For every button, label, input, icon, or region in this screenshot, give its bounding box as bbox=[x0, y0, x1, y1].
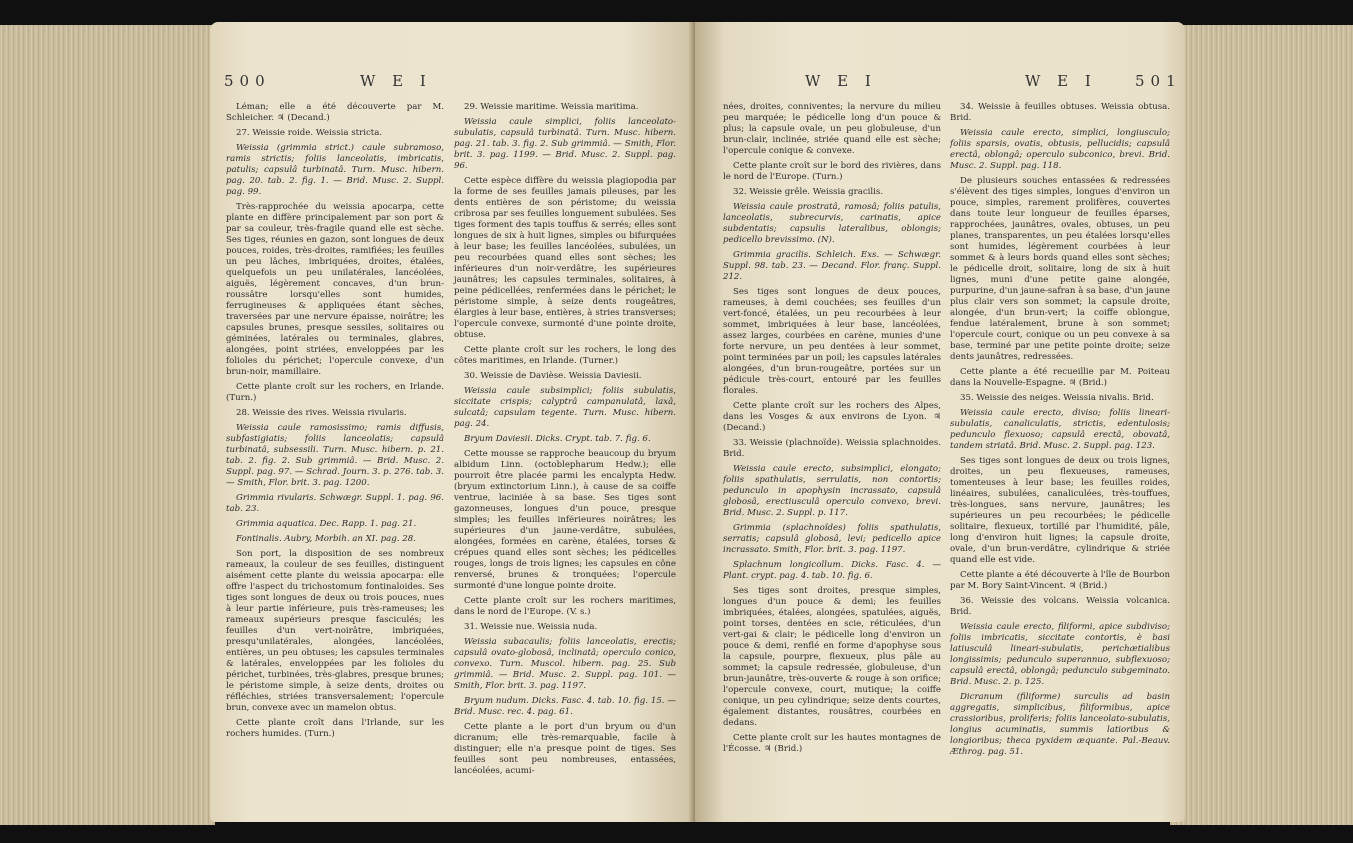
right-column-a bbox=[723, 102, 941, 759]
text-paragraph: Grimmia (splachnoïdes) foliis spathulatis, serratis; capsulâ globosâ, levi; pedicello apice incrassato. Smith, Flor. brit. 3. pag. 1197. bbox=[723, 523, 941, 555]
text-paragraph: De plusieurs souches entassées & redressées s'élèvent des tiges simples, longues d'environ un pouce, simples, rarement prolifères, couvertes dans toute leur longueur de feuilles éparses, rapprochées, jaunâtres, ovales, obtuses, un peu planes, transparentes, un peu étalées lorsqu'elles sont humides, légèrement courbées à leur sommet & à leurs bords quand elles sont sèches; le pédicelle droit, solitaire, long de six à huit lignes, muni d'une petite gaine alongée, purpurine, d'un jaune-safran à sa base, d'un jaune plus clair vers son sommet; la capsule droite, alongée, d'un brun-vert; la coiffe oblongue, fendue latéralement, brune à son sommet; l'opercule court, conique ou un peu convexe à sa base, terminé par une petite pointe droite; seize dents jaunâtres, redressées. bbox=[950, 176, 1170, 362]
right-column-b bbox=[950, 102, 1170, 762]
text-paragraph: Cette plante a été découverte à l'île de Bourbon par M. Bory Saint-Vincent. ♃ (Brid.) bbox=[950, 570, 1170, 591]
species-heading: 35. Weissie des neiges. Weissia nivalis. Brid. bbox=[960, 393, 1154, 403]
text-paragraph: Weissia caule subsimplici; foliis subulatis, siccitate crispis; calyptrâ campanulatâ, laxâ, sulcatâ; capsulam tegente. Turn. Musc. hibern. pag. 24. bbox=[454, 386, 676, 429]
text-paragraph: Weissia subacaulis; foliis lanceolatis, erectis; capsulâ ovato-globosâ, inclinatâ; operculo conico, convexo. Turn. Muscol. hibern. pag. 25. Sub grimmiâ. — Brid. Musc. 2. Suppl. pag. 101. — Smith, Flor. brit. 3. pag. 1197. bbox=[454, 637, 676, 691]
species-heading: 34. Weissie à feuilles obtuses. Weissia obtusa. Brid. bbox=[950, 102, 1170, 123]
text-paragraph: Dicranum (filiforme) surculis ad basin aggregatis, simplicibus, filiformibus, apice crassioribus, proliferis; foliis lanceolato-subulatis, longius acuminatis, summis latioribus & longioribus; theca pyxidem æquante. Pal.-Beauv. Æthrog. pag. 51. bbox=[950, 692, 1170, 757]
text-paragraph: Weissia caule erecto, diviso; foliis lineari-subulatis, canaliculatis, strictis, edentulosis; pedunculo flexuoso; capsulâ erectâ, obovatâ, tandem striatâ. Brid. Musc. 2. Suppl. pag. 123. bbox=[950, 408, 1170, 451]
text-paragraph: Weissia caule prostratâ, ramosâ; foliis patulis, lanceolatis, subrecurvis, carinatis, apice subdentatis; capsulis lateralibus, oblongis; pedicello brevissimo. (N). bbox=[723, 202, 941, 245]
text-paragraph: Léman; elle a été découverte par M. Schleicher. ♃ (Decand.) bbox=[226, 102, 444, 123]
right-page bbox=[695, 22, 1185, 822]
text-paragraph: Bryum nudum. Dicks. Fasc. 4. tab. 10. fig. 15. — Brid. Musc. rec. 4. pag. 61. bbox=[454, 696, 676, 717]
text-paragraph: Ses tiges sont droites, presque simples, longues d'un pouce & demi; les feuilles imbriquées, étalées, alongées, spatulées, aiguës, point torses, dentées en scie, réticulées, d'un vert-gai & clair; le pédicelle long d'environ un pouce & demi, renflé en forme d'apophyse sous la capsule, pourpre, flexueux, plus pâle au sommet; la capsule redressée, globuleuse, d'un brun-jaunâtre, très-ouverte & rouge à son orifice; l'opercule convexe, court, mutique; la coiffe conique, un peu cylindrique; seize dents courtes, également distantes, rousâtres, courbées en dedans. bbox=[723, 586, 941, 728]
page-number-left: 500 bbox=[224, 72, 271, 90]
page-number-right: 501 bbox=[1135, 72, 1182, 90]
text-paragraph: Weissia (grimmia strict.) caule subramoso, ramis strictis; foliis lanceolatis, imbricatis, patulis; capsulâ turbinatâ. Turn. Musc. hibern. pag. 20. tab. 2. fig. 1. — Brid. Musc. 2. Suppl. pag. 99. bbox=[226, 143, 444, 197]
text-paragraph: Cette plante croît sur les rochers, le long des côtes maritimes, en Irlande. (Turner.) bbox=[454, 345, 676, 366]
text-paragraph: Weissia caule erecto, filiformi, apice subdiviso; foliis imbricatis, siccitate contortis, è basi latiusculâ lineari-subulatis, perichætialibus longissimis; pedunculo superannuo, subflexuoso; capsulâ erectâ, oblongâ; pedunculo subgeminato. Brid. Musc. 2. p. 125. bbox=[950, 622, 1170, 687]
text-paragraph: Très-rapprochée du weissia apocarpa, cette plante en diffère principalement par son port & par sa couleur, très-fragile quand elle est sèche. Ses tiges, réunies en gazon, sont longues de deux pouces, roides, très-droites, ramifiées; les feuilles un peu lâches, imbriquées, droites, étalées, quelquefois un peu unilatérales, lancéolées, aiguës, légèrement concaves, d'un brun-roussâtre lorsqu'elles sont humides, ferrugineuses & appliquées étant sèches, traversées par une nervure épaisse, noirâtre; les capsules brunes, presque sessiles, solitaires ou géminées, latérales ou terminales, glabres, alongées, point striées, enveloppées par les folioles du périchet; l'opercule convexe, d'un brun-noir, mamillaire. bbox=[226, 202, 444, 377]
page-stack-left bbox=[0, 25, 215, 825]
species-heading: 31. Weissie nue. Weissia nuda. bbox=[464, 622, 598, 632]
species-heading: 28. Weissie des rives. Weissia rivularis. bbox=[236, 408, 407, 418]
text-paragraph: Splachnum longicollum. Dicks. Fasc. 4. — Plant. crypt. pag. 4. tab. 10. fig. 6. bbox=[723, 560, 941, 581]
species-heading: 29. Weissie maritime. Weissia maritima. bbox=[464, 102, 639, 112]
text-paragraph: Son port, la disposition de ses nombreux rameaux, la couleur de ses feuilles, distinguent aisément cette plante du weissia apocarpa: elle offre l'aspect du trichostomum fontinaloides. Ses tiges sont longues de deux ou trois pouces, nues à leur partie inférieure, puis très-rameuses; les rameaux supérieurs presque fasciculés; les feuilles d'un vert-noirâtre, imbriquées, presqu'unilatérales, alongées, lancéolées, entières, un peu obtuses; les capsules terminales & latérales, enveloppées par les folioles du périchet, turbinées, très-glabres, presque brunes; le péristome simple, à seize dents, droites ou réfléchies, striées transversalement; l'opercule brun, convexe avec un mamelon obtus. bbox=[226, 549, 444, 713]
left-column-b bbox=[454, 102, 676, 781]
text-paragraph: Weissia caule erecto, simplici, longiusculo; foliis sparsis, ovatis, obtusis, pellucidis; capsulâ erectâ, oblongâ; operculo subconico, brevi. Brid. Musc. 2. Suppl. pag. 118. bbox=[950, 128, 1170, 171]
text-paragraph: Bryum Daviesii. Dicks. Crypt. tab. 7. fig. 6. bbox=[464, 434, 651, 444]
text-paragraph: Cette espèce diffère du weissia plagiopodia par la forme de ses feuilles jamais pileuses, par les dents entières de son péristome; du weissia cribrosa par ses feuilles longuement subulées. Ses tiges forment des tapis touffus & serrés; elles sont longues de six à huit lignes, simples ou bifurquées à leur base; les feuilles lancéolées, subulées, un peu recourbées quand elles sont sèches; les inférieures d'un noir-verdâtre, les supérieures jaunâtres; les capsules terminales, solitaires, à peine pédicellées, renfermées dans le périchet; le péristome simple, à seize dents rougeâtres, élargies à leur base, entières, à stries transverses; l'opercule convexe, surmonté d'une pointe droite, obtuse. bbox=[454, 176, 676, 340]
species-heading: 32. Weissie grêle. Weissia gracilis. bbox=[733, 187, 884, 197]
text-paragraph: Weissia caule simplici, foliis lanceolato-subulatis, capsulâ turbinatâ. Turn. Musc. hibern. pag. 21. tab. 3. fig. 2. Sub grimmiâ. — Smith, Flor. brit. 3. pag. 1199. — Brid. Musc. 2. Suppl. pag. 96. bbox=[454, 117, 676, 171]
text-paragraph: Ses tiges sont longues de deux pouces, rameuses, à demi couchées; ses feuilles d'un vert-foncé, étalées, un peu recourbées à leur sommet, imbriquées à leur base, lancéolées, assez larges, courbées en carène, munies d'une forte nervure, un peu dentées à leur sommet, point terminées par un poil; les capsules latérales alongées, d'un brun-rougeâtre, portées sur un pédicule très-court, entouré par les feuilles florales. bbox=[723, 287, 941, 396]
text-paragraph: Fontinalis. Aubry, Morbih. an XI. pag. 28. bbox=[236, 534, 416, 544]
text-paragraph: Grimmia aquatica. Dec. Rapp. 1. pag. 21. bbox=[236, 519, 417, 529]
text-paragraph: Weissia caule erecto, subsimplici, elongato; foliis spathulatis, serrulatis, non contortis; pedunculo in apophysin incrassato, capsulâ globosâ, erectiusculâ operculo convexo, brevi. Brid. Musc. 2. Suppl. p. 117. bbox=[723, 464, 941, 518]
text-paragraph: Ses tiges sont longues de deux ou trois lignes, droites, un peu flexueuses, rameuses, tomenteuses à leur base; les feuilles roides, linéaires, subulées, canaliculées, très-touffues, très-longues, sans nervure, jaunâtres; les supérieures un peu recourbées; le pédicelle solitaire, flexueux, tortillé par l'humidité, pâle, long d'environ huit lignes; la capsule droite, ovale, d'un brun-verdâtre, cylindrique & striée quand elle est vide. bbox=[950, 456, 1170, 565]
running-head-right: W E I bbox=[805, 72, 877, 90]
species-heading: 30. Weissie de Davièse. Weissia Daviesii. bbox=[464, 371, 642, 381]
text-paragraph: Weissia caule ramosissimo; ramis diffusis, subfastigiatis; foliis lanceolatis; capsulâ turbinatâ, subsessili. Turn. Musc. hibern. p. 21. tab. 2. fig. 2. Sub grimmiâ. — Brid. Musc. 2. Suppl. pag. 97. — Schrad. Journ. 3. p. 276. tab. 3. — Smith, Flor. brit. 3. pag. 1200. bbox=[226, 423, 444, 488]
page-stack-right bbox=[1170, 25, 1353, 825]
running-head-left: W E I bbox=[360, 72, 432, 90]
text-paragraph: nées, droites, conniventes; la nervure du milieu peu marquée; le pédicelle long d'un pouce & plus; la capsule ovale, un peu globuleuse, d'un brun-clair, inclinée, striée quand elle est sèche; l'opercule conique & convexe. bbox=[723, 102, 941, 156]
text-paragraph: Cette mousse se rapproche beaucoup du bryum albidum Linn. (octoblepharum Hedw.); elle pourroit être placée parmi les encalypta Hedw. (bryum extinctorium Linn.), à cause de sa coiffe ventrue, laciniée à sa base. Ses tiges sont gazonneuses, longues d'un pouce, presque simples; les feuilles inférieures noirâtres; les supérieures d'un jaune-verdâtre, subulées, alongées, formées en carène, étalées, torses & crépues quand elles sont sèches; les pédicelles rouges, longs de trois lignes; les capsules en cône renversé, brunes & tronquées; l'opercule surmonté d'une longue pointe droite. bbox=[454, 449, 676, 591]
text-paragraph: Cette plante croît sur le bord des rivières, dans le nord de l'Europe. (Turn.) bbox=[723, 161, 941, 182]
text-paragraph: Cette plante croît sur les hautes montagnes de l'Écosse. ♃ (Brid.) bbox=[723, 733, 941, 754]
text-paragraph: Cette plante a été recueillie par M. Poiteau dans la Nouvelle-Espagne. ♃ (Brid.) bbox=[950, 367, 1170, 388]
species-heading: 27. Weissie roide. Weissia stricta. bbox=[236, 128, 383, 138]
species-heading: 33. Weissie (plachnoïde). Weissia splachnoides. Brid. bbox=[723, 438, 941, 459]
left-column-a bbox=[226, 102, 444, 744]
text-paragraph: Cette plante croît sur les rochers des Alpes, dans les Vosges & aux environs de Lyon. ♃ (Decand.) bbox=[723, 401, 941, 433]
text-paragraph: Cette plante croît dans l'Irlande, sur les rochers humides. (Turn.) bbox=[226, 718, 444, 739]
left-page bbox=[210, 22, 695, 822]
text-paragraph: Grimmia rivularis. Schwægr. Suppl. 1. pag. 96. tab. 23. bbox=[226, 493, 444, 514]
text-paragraph: Cette plante croît sur les rochers, en Irlande. (Turn.) bbox=[226, 382, 444, 403]
species-heading: 36. Weissie des volcans. Weissia volcanica. Brid. bbox=[950, 596, 1170, 617]
text-paragraph: Grimmia gracilis. Schleich. Exs. — Schwægr. Suppl. 98. tab. 23. — Decand. Flor. franç. Suppl. 212. bbox=[723, 250, 941, 282]
text-paragraph: Cette plante a le port d'un bryum ou d'un dicranum; elle très-remarquable, facile à distinguer; elle n'a presque point de tiges. Ses feuilles sont peu nombreuses, entassées, lancéolées, acumi- bbox=[454, 722, 676, 776]
running-head-right-2: W E I bbox=[1025, 72, 1097, 90]
text-paragraph: Cette plante croît sur les rochers maritimes, dans le nord de l'Europe. (V. s.) bbox=[454, 596, 676, 617]
